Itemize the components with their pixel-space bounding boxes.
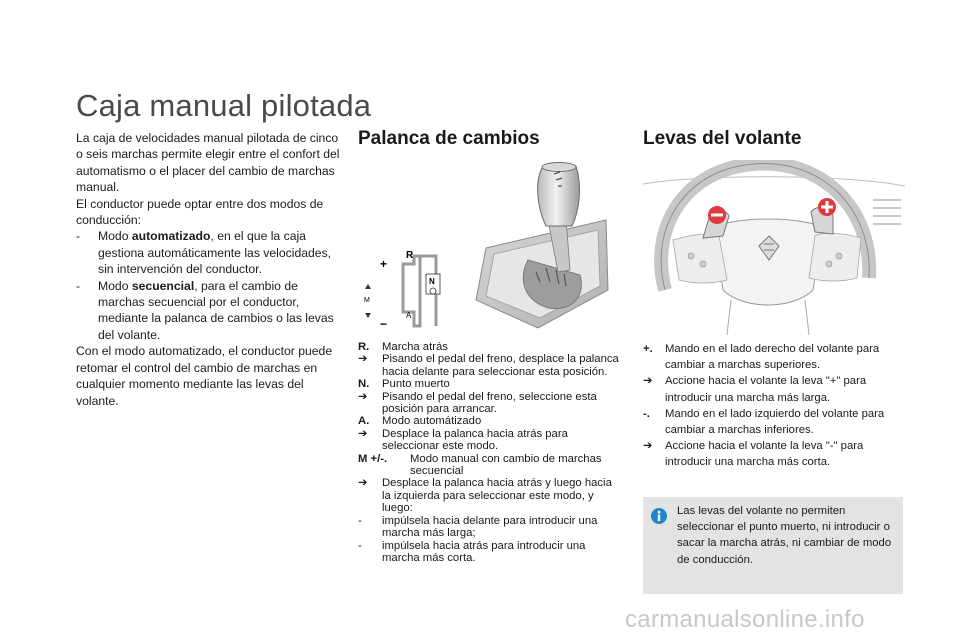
paddle-plus-icon (818, 198, 836, 216)
legend-row (358, 428, 623, 453)
legend-dash: - (358, 539, 362, 552)
legend-row (358, 540, 623, 565)
legend-row (643, 341, 905, 373)
legend-row (358, 391, 623, 416)
gear-gate-diagram (364, 250, 440, 330)
legend-text: Punto muerto (382, 378, 450, 391)
legend-text: Modo automátizado (382, 415, 482, 428)
arrow-bullet-icon: ➔ (358, 390, 368, 403)
arrow-bullet-icon: ➔ (358, 427, 368, 440)
legend-text: Accione hacia el volante la leva "+" para introducir una marcha más larga. (665, 375, 867, 404)
legend-row (358, 415, 623, 427)
legend-row (643, 438, 905, 470)
legend-key: M +/-. (358, 452, 388, 465)
legend-row (643, 406, 905, 438)
arrow-down-icon (365, 313, 371, 318)
legend-key: N. (358, 378, 370, 391)
mode-item-prefix: Modo (98, 229, 132, 244)
legend-text: Marcha atrás (382, 341, 448, 353)
legend-key: A. (358, 415, 370, 428)
legend-text: Pisando el pedal del freno, desplace la palanca hacia delante para seleccionar esta posición. (382, 353, 619, 378)
legend-text: Desplace la palanca hacia atrás para seleccionar este modo. (382, 427, 568, 453)
legend-text: impúlsela hacia atrás para introducir una marcha más corta. (382, 539, 586, 564)
legend-text: Pisando el pedal del freno, seleccione esta posición para arrancar. (382, 390, 597, 416)
mode-item-prefix: Modo (98, 278, 132, 293)
legend-row (358, 353, 623, 378)
mode-item-text: , en el que la caja gestiona automáticamente las velocidades, sin intervención del conductor. (98, 229, 332, 277)
legend-row (358, 453, 623, 478)
mode-item-automatic (76, 228, 341, 277)
gate-label-n: N (429, 277, 435, 286)
info-note (643, 497, 903, 594)
info-icon (651, 508, 667, 524)
intro-paragraph-2: El conductor puede optar entre dos modos de conducción: (76, 196, 324, 228)
watermark: carmanualsonline.info (625, 606, 865, 633)
mode-item-name: secuencial (131, 278, 195, 293)
lever-heading: Palanca de cambios (358, 128, 540, 149)
mode-item-sequential (76, 278, 341, 344)
legend-key: R. (358, 341, 370, 353)
legend-text: impúlsela hacia delante para introducir una marcha más larga; (382, 514, 598, 540)
arrow-up-icon (365, 284, 371, 289)
legend-text: Mando en el lado derecho del volante para cambiar a marchas superiores. (665, 343, 880, 372)
mode-item-name: automatizado (131, 229, 211, 244)
legend-text: Accione hacia el volante la leva "-" para introducir una marcha más corta. (665, 440, 864, 469)
intro-paragraph-3: Con el modo automatizado, el conductor puede retomar el control del cambio de marchas en cualquier momento mediante las levas del volante. (76, 344, 333, 408)
gate-label-a: A (406, 311, 412, 320)
legend-key: +. (643, 343, 653, 355)
legend-row (358, 477, 623, 514)
gate-label-minus: − (380, 317, 388, 330)
gear-lever-illustration (358, 160, 620, 330)
steering-wheel-illustration (643, 160, 905, 335)
arrow-bullet-icon: ➔ (643, 440, 653, 453)
intro-column (76, 130, 341, 409)
legend-row (358, 341, 623, 353)
mode-item-text: , para el cambio de marchas secuencial por el conductor, mediante la palanca de cambios o las levas del volante. (98, 278, 334, 342)
lever-legend (358, 341, 623, 564)
paddle-minus-icon (708, 206, 726, 224)
page-title: Caja manual pilotada (76, 88, 372, 123)
list-dash: - (76, 229, 81, 244)
arrow-bullet-icon: ➔ (358, 477, 368, 490)
paddles-heading: Levas del volante (643, 128, 802, 149)
legend-row (643, 373, 905, 405)
legend-key: -. (643, 407, 650, 420)
gate-label-m: M (364, 297, 370, 304)
legend-text: Modo manual con cambio de marchas secuencial (410, 452, 602, 478)
legend-row (358, 378, 623, 390)
gate-label-plus: + (380, 257, 388, 271)
arrow-bullet-icon: ➔ (358, 353, 368, 366)
gate-label-r: R (406, 250, 414, 261)
info-note-text: Las levas del volante no permiten seleccionar el punto muerto, ni introducir o sacar la marcha atrás, ni cambiar de modo de conducción. (677, 505, 892, 566)
paddles-legend (643, 341, 905, 471)
arrow-bullet-icon: ➔ (643, 375, 653, 388)
legend-dash: - (358, 514, 362, 527)
legend-text: Mando en el lado izquierdo del volante para cambiar a marchas inferiores. (665, 407, 885, 437)
legend-row (358, 515, 623, 540)
intro-paragraph-1: La caja de velocidades manual pilotada de cinco o seis marchas permite elegir entre el confort del automatismo o el placer del cambio de marchas manual. (76, 131, 340, 195)
list-dash: - (76, 278, 81, 293)
legend-text: Desplace la palanca hacia atrás y luego hacia la izquierda para seleccionar este modo, y luego: (382, 477, 612, 515)
